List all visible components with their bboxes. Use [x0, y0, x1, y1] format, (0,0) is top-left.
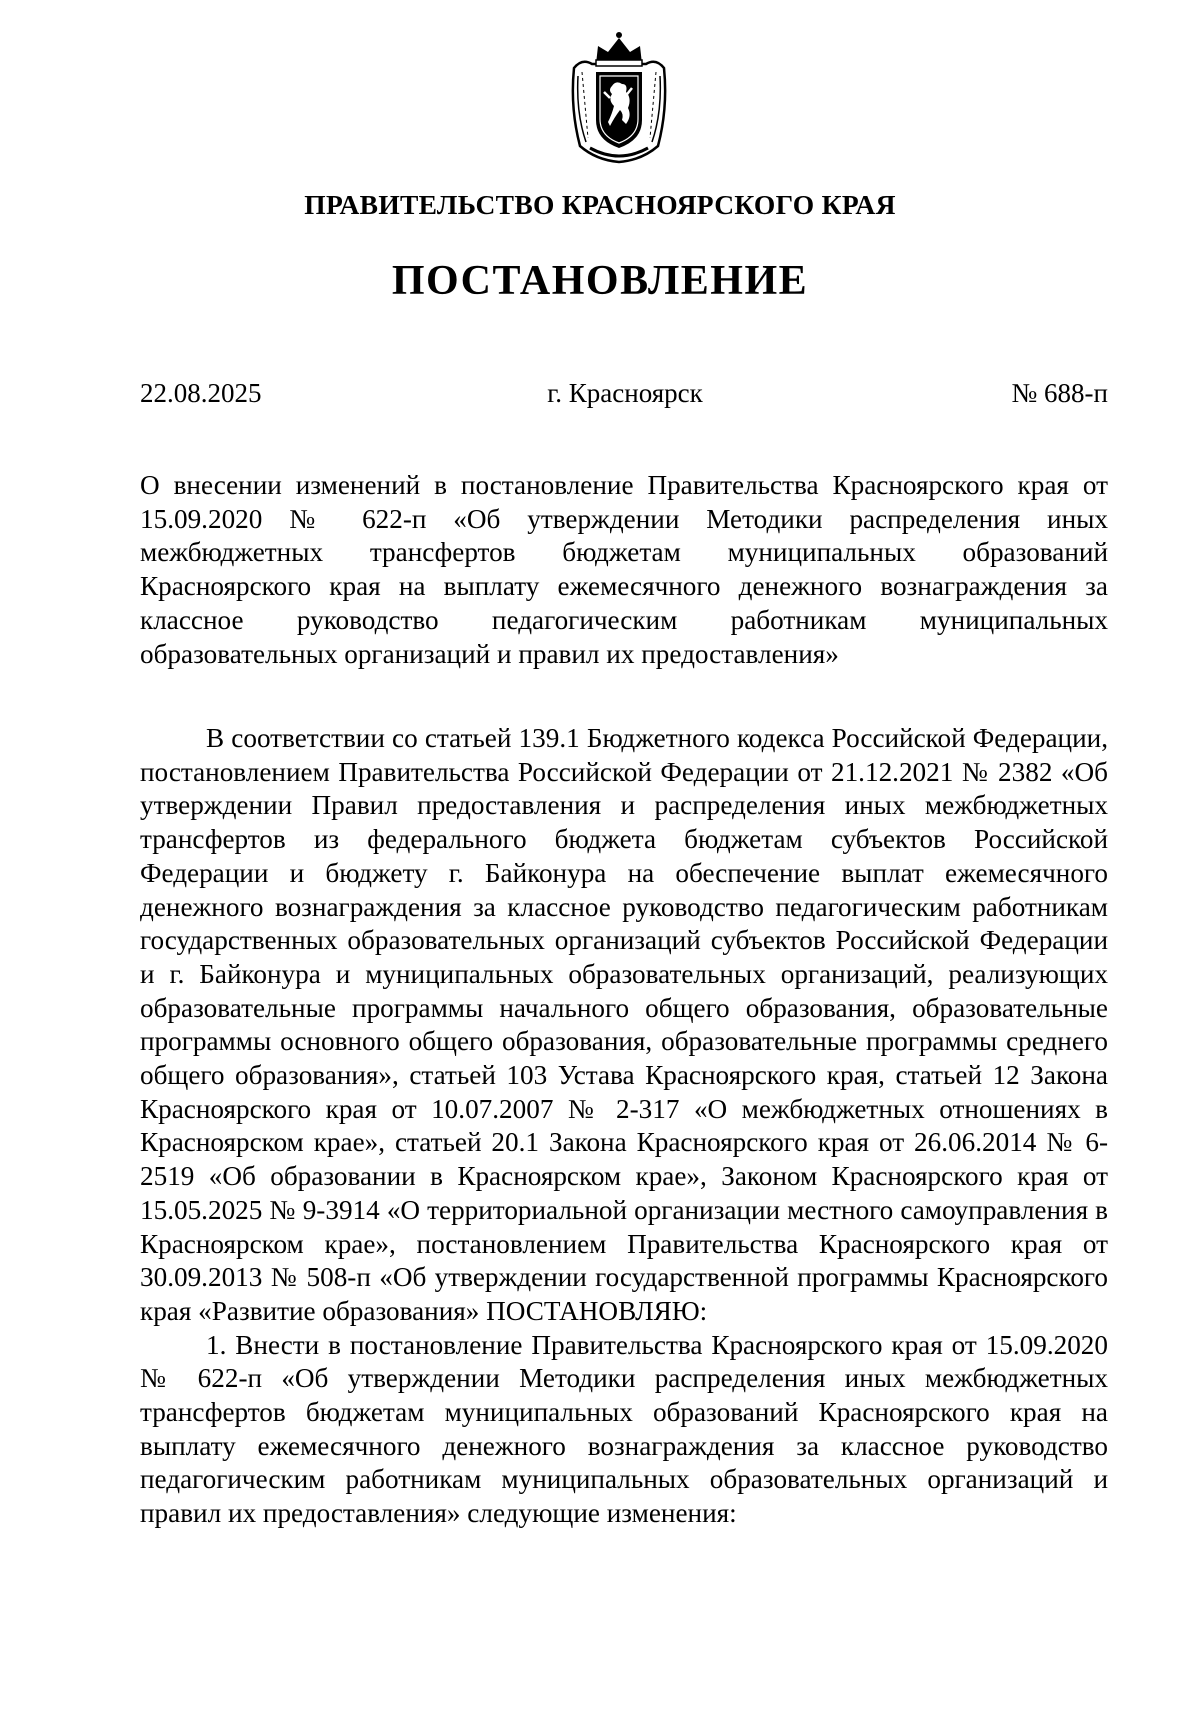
document-type: ПОСТАНОВЛЕНИЕ [391, 258, 809, 304]
organization-name: ПРАВИТЕЛЬСТВО КРАСНОЯРСКОГО КРАЯ [304, 189, 896, 220]
document-date: 22.08.2025 [140, 378, 262, 408]
document-body [140, 722, 1108, 1531]
item-1-paragraph: 1. Внести в постановление Правительства Красноярского края от 15.09.2020 № 622-п «Об утверждении Методики распределения иных межбюджетных трансфертов бюджетам муниципальных образований Красноярского края на выплату ежемесячного денежного вознаграждения за классное руководство педагогическим работникам муниципальных образовательных организаций и правил их предоставления» следующие изменения: [140, 1329, 1108, 1529]
document-title: О внесении изменений в постановление Правительства Красноярского края от 15.09.2020 № 622-п «Об утверждении Методики распределения иных межбюджетных трансфертов бюджетам муниципальных образований Красноярского края на выплату ежемесячного денежного вознаграждения за классное руководство педагогическим работникам муниципальных образовательных организаций и правил их предоставления» [140, 470, 1108, 669]
krasnoyarsk-coat-of-arms-icon [566, 28, 672, 164]
document-city: г. Красноярск [547, 378, 703, 408]
document-number: № 688-п [1011, 378, 1108, 408]
preamble-paragraph: В соответствии со статьей 139.1 Бюджетного кодекса Российской Федерации, постановлением Правительства Российской Федерации от 21.12.2021 № 2382 «Об утверждении Правил предоставления и распределения иных межбюджетных трансфертов из федерального бюджета бюджетам субъектов Российской Федерации и бюджету г. Байконура на обеспечение выплат ежемесячного денежного вознаграждения за классное руководство педагогическим работникам государственных образовательных организаций субъектов Российской Федерации и г. Байконура и муниципальных образовательных организаций, реализующих образовательные программы начального общего образования, образовательные программы основного общего образования, образовательные программы среднего общего образования», статьей 103 Устава Красноярского края, статьей 12 Закона Красноярского края от 10.07.2007 № 2-317 «О межбюджетных отношениях в Красноярском крае», статьей 20.1 Закона Красноярского края от 26.06.2014 № 6-2519 «Об образовании в Красноярском крае», Законом Красноярского края от 15.05.2025 № 9-3914 «О территориальной организации местного самоуправления в Красноярском крае», постановлением Правительства Красноярского края от 30.09.2013 № 508-п «Об утверждении государственной программы Красноярского края «Развитие образования» ПОСТАНОВЛЯЮ: [140, 723, 1108, 1326]
